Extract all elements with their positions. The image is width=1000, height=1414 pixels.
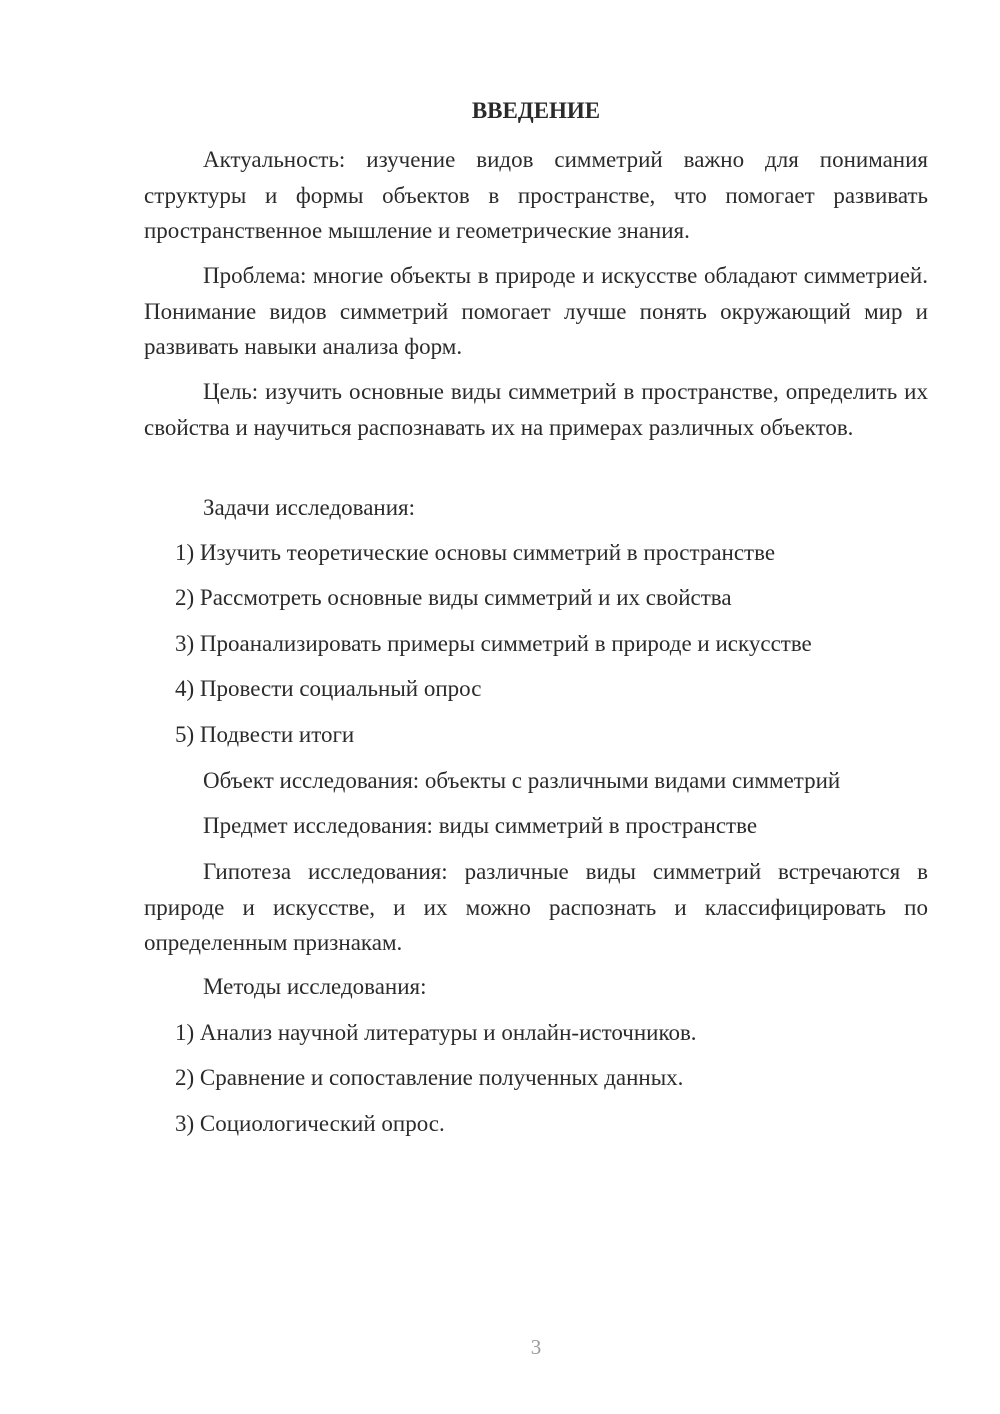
method-item: 3) Социологический опрос. (175, 1111, 445, 1136)
task-item: 4) Провести социальный опрос (175, 676, 482, 701)
methods-heading: Методы исследования: (203, 974, 427, 999)
research-subject: Предмет исследования: виды симметрий в пространстве (203, 813, 758, 838)
tasks-heading: Задачи исследования: (203, 495, 416, 520)
task-item: 1) Изучить теоретические основы симметрий в пространстве (175, 540, 776, 565)
research-object: Объект исследования: объекты с различными видами симметрий (203, 768, 841, 793)
problem-paragraph: Проблема: многие объекты в природе и искусстве обладают симметрией. Понимание видов симметрий помогает лучше понять окружающий мир и развивать навыки анализа форм. (144, 263, 928, 359)
method-item: 2) Сравнение и сопоставление полученных данных. (175, 1065, 684, 1090)
task-item: 5) Подвести итоги (175, 722, 355, 747)
task-item: 2) Рассмотреть основные виды симметрий и их свойства (175, 585, 732, 610)
task-item: 3) Проанализировать примеры симметрий в природе и искусстве (175, 631, 812, 656)
page-title: ВВЕДЕНИЕ (471, 98, 601, 123)
goal-paragraph: Цель: изучить основные виды симметрий в пространстве, определить их свойства и научиться распознавать их на примерах различных объектов. (144, 379, 928, 440)
method-item: 1) Анализ научной литературы и онлайн-источников. (175, 1020, 697, 1045)
page-number: 3 (530, 1335, 542, 1359)
relevance-paragraph: Актуальность: изучение видов симметрий важно для понимания структуры и формы объектов в пространстве, что помогает развивать пространственное мышление и геометрические знания. (144, 147, 928, 243)
hypothesis-paragraph: Гипотеза исследования: различные виды симметрий встречаются в природе и искусстве, и их можно распознать и классифицировать по определенным признакам. (144, 859, 928, 955)
